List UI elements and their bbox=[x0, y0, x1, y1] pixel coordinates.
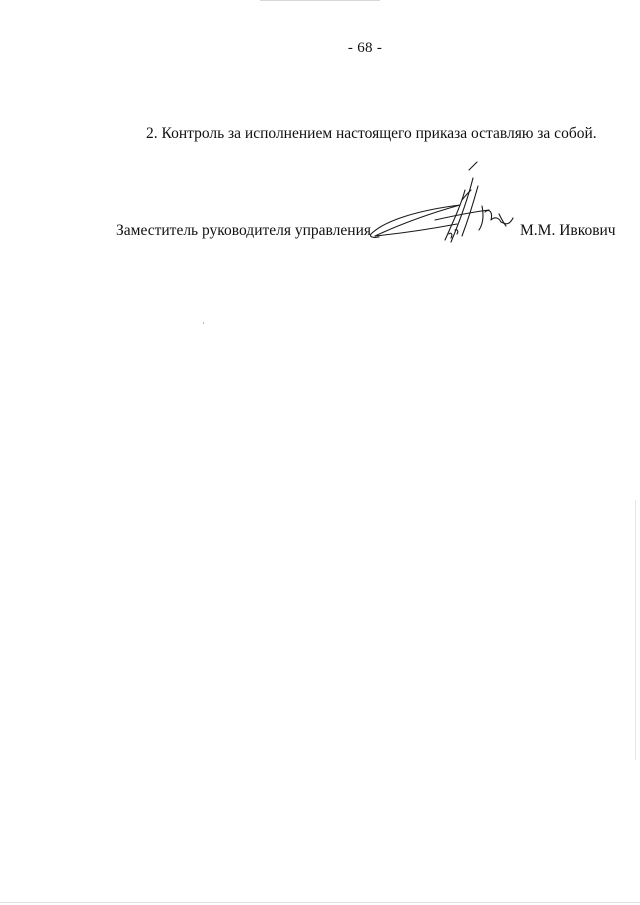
page-number: - 68 - bbox=[347, 40, 383, 56]
scan-speck bbox=[203, 322, 204, 324]
signatory-name: М.М. Ивкович bbox=[520, 222, 616, 239]
signatory-title: Заместитель руководителя управления bbox=[116, 222, 372, 239]
paragraph-item-2: 2. Контроль за исполнением настоящего приказа оставляю за собой. bbox=[146, 125, 597, 142]
scan-edge-bottom bbox=[0, 902, 640, 903]
scan-edge-right bbox=[635, 500, 636, 760]
scan-edge-top bbox=[260, 0, 380, 1]
handwritten-signature bbox=[365, 160, 520, 250]
